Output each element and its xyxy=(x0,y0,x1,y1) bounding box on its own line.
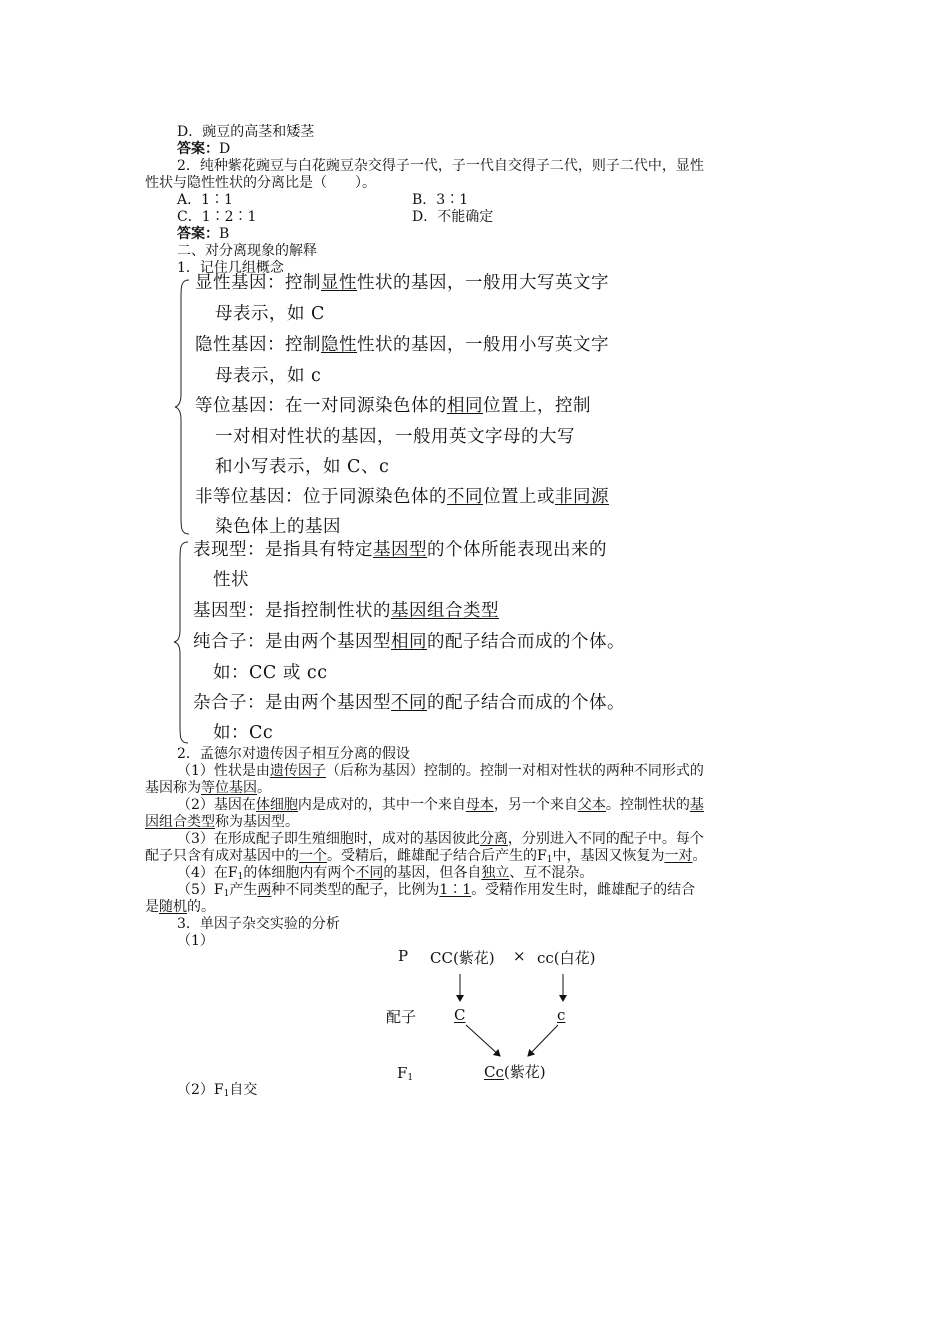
sub1-title: 1．记住几组概念 xyxy=(177,260,284,276)
generation-f1-label: $F_1$ xyxy=(397,1064,414,1083)
q2-option-a: A．1∶1 xyxy=(177,192,233,208)
concept-recessive-gene-cont: 母表示，如 c xyxy=(215,366,322,386)
q2-option-c: C．1∶2∶1 xyxy=(177,209,257,225)
sub2-title: 2．孟德尔对遗传因子相互分离的假设 xyxy=(177,746,410,762)
concept-dominant-gene: 显性基因：控制显性性状的基因，一般用大写英文字 xyxy=(195,273,609,293)
hypothesis-3-line2: 配子只含有成对基因中的一个。受精后，雌雄配子结合后产生的$F_1$中，基因又恢复为一对。 xyxy=(145,848,707,865)
item-1-label: （1） xyxy=(177,933,214,949)
q2-option-d: D．不能确定 xyxy=(412,209,494,225)
cross-symbol: × xyxy=(513,947,526,965)
cross-arrows xyxy=(440,968,590,1063)
parent-cc-purple: CC(紫花) xyxy=(430,949,495,967)
concept-non-allele-cont: 染色体上的基因 xyxy=(215,517,341,537)
parent-cc-white: cc(白花) xyxy=(537,949,596,967)
concept-allele-cont2: 和小写表示，如 C、c xyxy=(215,457,390,477)
hypothesis-4: （4）在$F_1$的体细胞内有两个不同的基因，但各自独立、互不混杂。 xyxy=(177,865,594,882)
hypothesis-5-line2: 是随机的。 xyxy=(145,899,215,915)
concept-heterozygote-example: 如：Cc xyxy=(213,723,274,743)
sub3-title: 3．单因子杂交实验的分析 xyxy=(177,916,340,932)
q2-option-b: B．3∶1 xyxy=(412,192,469,208)
concept-phenotype-cont: 性状 xyxy=(213,570,249,590)
q2-stem-line2: 性状与隐性性状的分离比是（ ）。 xyxy=(145,175,376,191)
gamete-c-lower: c xyxy=(557,1006,566,1024)
q1-option-d: D．豌豆的高茎和矮茎 xyxy=(177,124,315,140)
q2-answer: 答案：B xyxy=(177,226,230,242)
concept-homozygote: 纯合子：是由两个基因型相同的配子结合而成的个体。 xyxy=(193,632,625,652)
arrow-gamete1-to-f1 xyxy=(466,1025,500,1056)
generation-p-label: P xyxy=(398,947,409,965)
offspring-cc-purple: Cc(紫花) xyxy=(484,1063,546,1081)
gamete-label: 配子 xyxy=(386,1008,417,1026)
hypothesis-2-line2: 因组合类型称为基因型。 xyxy=(145,814,299,830)
hypothesis-2-line1: （2）基因在体细胞内是成对的，其中一个来自母本，另一个来自父本。控制性状的基 xyxy=(177,797,704,813)
q1-answer: 答案：D xyxy=(177,141,231,157)
concept-allele-cont1: 一对相对性状的基因，一般用英文字母的大写 xyxy=(215,427,575,447)
brace-concepts-a xyxy=(174,278,192,536)
concept-non-allele: 非等位基因：位于同源染色体的不同位置上或非同源 xyxy=(195,487,609,507)
concept-recessive-gene: 隐性基因：控制隐性性状的基因，一般用小写英文字 xyxy=(195,335,609,355)
concept-dominant-gene-cont: 母表示，如 C xyxy=(215,304,325,324)
brace-concepts-b xyxy=(173,540,191,745)
item-2-label: $(2)F_1$自交 xyxy=(177,1082,258,1099)
concept-genotype: 基因型：是指控制性状的基因组合类型 xyxy=(193,601,499,621)
concept-allele: 等位基因：在一对同源染色体的相同位置上，控制 xyxy=(195,396,591,416)
q2-stem-line1: 2．纯种紫花豌豆与白花豌豆杂交得子一代，子一代自交得子二代，则子二代中，显性 xyxy=(177,158,704,174)
concept-phenotype: 表现型：是指具有特定基因型的个体所能表现出来的 xyxy=(193,540,607,560)
hypothesis-1-line1: （1）性状是由遗传因子（后称为基因）控制的。控制一对相对性状的两种不同形式的 xyxy=(177,763,704,779)
hypothesis-3-line1: （3）在形成配子即生殖细胞时，成对的基因彼此分离，分别进入不同的配子中。每个 xyxy=(177,831,704,847)
gamete-c-upper: C xyxy=(454,1006,466,1024)
concept-heterozygote: 杂合子：是由两个基因型不同的配子结合而成的个体。 xyxy=(193,693,625,713)
hypothesis-1-line2: 基因称为等位基因。 xyxy=(145,780,271,796)
section2-title: 二、对分离现象的解释 xyxy=(177,243,317,259)
concept-homozygote-example: 如：CC 或 cc xyxy=(213,663,328,683)
arrow-gamete2-to-f1 xyxy=(528,1025,558,1056)
hypothesis-5-line1: $(5)F_1$产生两种不同类型的配子，比例为1∶1。受精作用发生时，雌雄配子的结合 xyxy=(177,882,696,899)
